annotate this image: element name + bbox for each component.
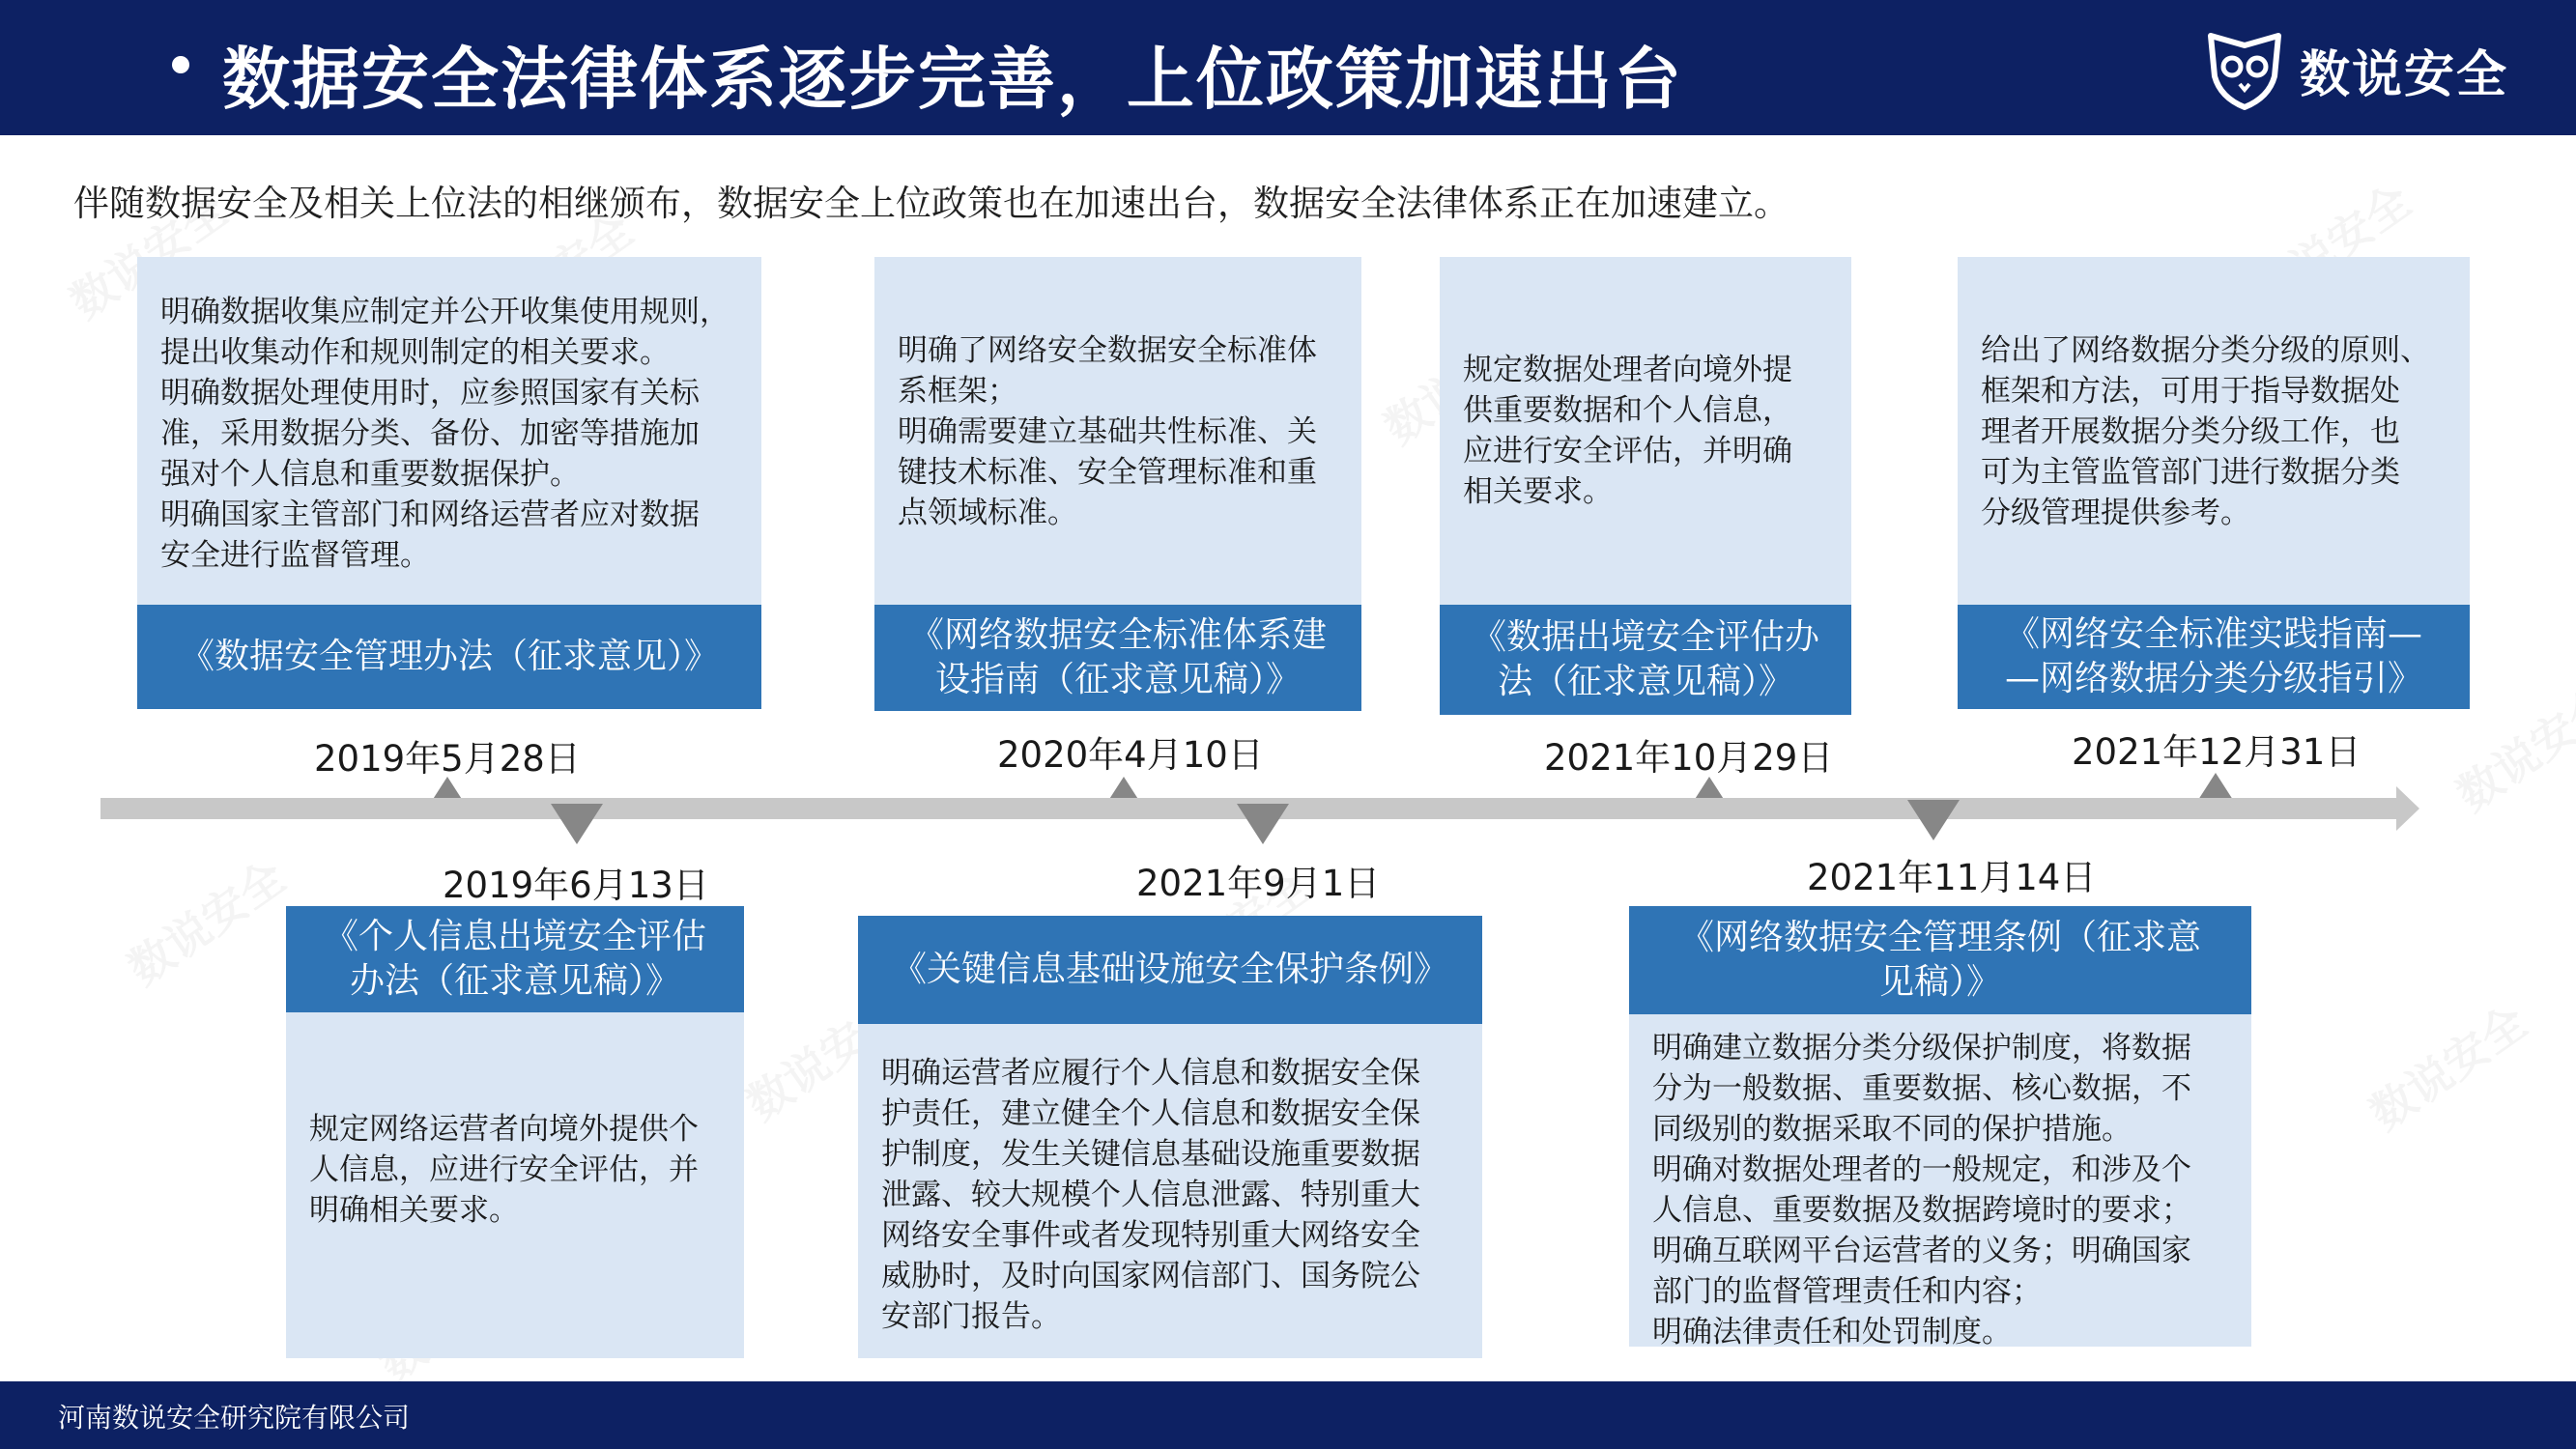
timeline-marker-down <box>1237 804 1289 844</box>
event-description: 明确运营者应履行个人信息和数据安全保 护责任，建立健全个人信息和数据安全保 护制度，发生关键信息基础设施重要数据 泄露、较大规模个人信息泄露、特别重大 网络安全事件或者发现特别重大网络安全 威胁时，及时向国家网信部门、国务院公 安部门报告。 <box>881 1056 1420 1334</box>
event-card-body <box>858 1024 1482 1358</box>
event-date: 2021年10月29日 <box>1544 737 1834 779</box>
event-description: 规定数据处理者向境外提 供重要数据和个人信息， 应进行安全评估，并明确 相关要求。 <box>1463 353 1792 509</box>
event-card-title: 《关键信息基础设施安全保护条例》 <box>858 916 1482 1024</box>
event-card-title: 《数据安全管理办法（征求意见）》 <box>137 605 761 709</box>
event-description: 规定网络运营者向境外提供个 人信息，应进行安全评估，并 明确相关要求。 <box>309 1112 699 1228</box>
event-date: 2019年5月28日 <box>314 738 581 780</box>
event-date: 2020年4月10日 <box>997 734 1264 776</box>
event-description: 明确建立数据分类分级保护制度，将数据 分为一般数据、重要数据、核心数据，不 同级别的数据采取不同的保护措施。 明确对数据处理者的一般规定，和涉及个 人信息、重要数据及数据跨境时的要求； 明确互联网平台运营者的义务；明确国家 部门的监督管理责任和内容； 明确法律责任和处罚制度。 <box>1652 1031 2191 1350</box>
event-card-body <box>137 257 761 605</box>
event-card-title: 《网络安全标准实践指南— —网络数据分类分级指引》 <box>1958 605 2470 709</box>
event-description: 明确了网络安全数据安全标准体 系框架； 明确需要建立基础共性标准、关 键技术标准、安全管理标准和重 点领域标准。 <box>898 333 1317 530</box>
event-card-title: 《个人信息出境安全评估 办法（征求意见稿）》 <box>286 906 744 1012</box>
event-date: 2019年6月13日 <box>443 865 709 906</box>
event-date: 2021年11月14日 <box>1807 857 2097 898</box>
event-date: 2021年12月31日 <box>2072 731 2361 773</box>
event-date: 2021年9月1日 <box>1136 863 1381 904</box>
logo <box>2203 21 2508 118</box>
footer-org: 河南数说安全研究院有限公司 <box>58 1402 411 1434</box>
owl-shield-icon <box>2203 28 2286 111</box>
title-bullet <box>172 56 189 73</box>
event-description: 给出了网络数据分类分级的原则、 框架和方法，可用于指导数据处 理者开展数据分类分级工作，也 可为主管监管部门进行数据分类 分级管理提供参考。 <box>1981 333 2430 530</box>
watermark <box>114 843 297 998</box>
event-card-body <box>286 1012 744 1358</box>
event-card-title: 《网络数据安全管理条例（征求意 见稿）》 <box>1629 906 2251 1014</box>
event-card-body <box>1440 257 1851 605</box>
logo-text: 数说安全 <box>2300 45 2509 104</box>
event-card-title: 《数据出境安全评估办 法（征求意见稿）》 <box>1440 605 1851 715</box>
event-card-body <box>874 257 1361 605</box>
event-card-body <box>1958 257 2470 605</box>
timeline-arrowhead <box>2396 786 2419 831</box>
timeline-marker-down <box>1907 800 1960 840</box>
event-description: 明确数据收集应制定并公开收集使用规则， 提出收集动作和规则制定的相关要求。 明确数据处理使用时，应参照国家有关标 准，采用数据分类、备份、加密等措施加 强对个人信息和重要数据保护。 明确国家主管部门和网络运营者应对数据 安全进行监督管理。 <box>160 295 730 573</box>
intro-text: 伴随数据安全及相关上位法的相继颁布，数据安全上位政策也在加速出台，数据安全法律体系正在加速建立。 <box>73 183 1789 224</box>
header-bar <box>0 0 2576 135</box>
event-card-title: 《网络数据安全标准体系建 设指南（征求意见稿）》 <box>874 605 1361 711</box>
event-card-body <box>1629 1014 2251 1350</box>
watermark <box>2356 988 2538 1143</box>
timeline-marker-down <box>551 804 603 844</box>
footer-bar <box>0 1381 2576 1449</box>
page-title: 数据安全法律体系逐步完善，上位政策加速出台 <box>222 40 1683 119</box>
